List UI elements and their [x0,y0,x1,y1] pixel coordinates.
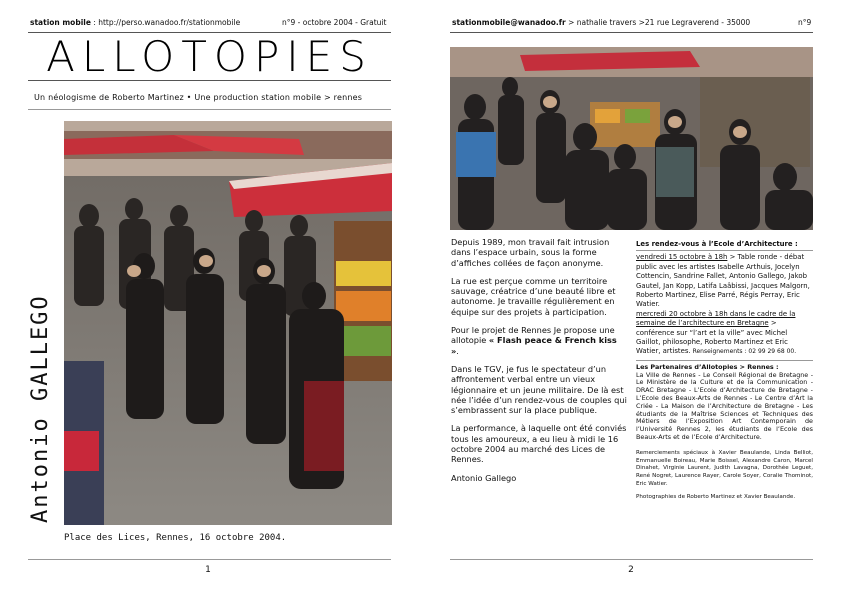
events-heading-text: Les rendez-vous à l’Ecole d’Architecture : [636,240,798,248]
event-1 [636,253,813,309]
contact-email[interactable]: stationmobile@wanadoo.fr [452,18,566,27]
photo-credits: Photographies de Roberto Martinez et Xavier Beaulande. [636,494,796,501]
partners-heading-text: Les Partenaires d’Allotopies > Rennes : [636,362,779,371]
events-rule [636,250,813,251]
page1-issue-info: n°9 - octobre 2004 - Gratuit [282,18,387,27]
article-paragraph [451,325,627,356]
photo-caption: Place des Lices, Rennes, 16 octobre 2004. [64,533,287,543]
crowd-photo [450,47,813,230]
page2-issue-number: n°9 [798,18,812,27]
masthead-rule [28,80,391,81]
article-signature: Antonio Gallego [451,472,517,483]
text-run: . [456,345,459,356]
tagline-rule [28,109,391,110]
page1-header-left [30,18,240,28]
partners-block [636,364,813,442]
thanks: Remerciements spéciaux à Xavier Beaulande, Linda Belliot, Emmanuelle Boireau, Marie Boissel, Alexandre Caron, Marcel Dinahet, Virginie Laurent, Judith Lavagna, Dorothée Leguet, René Nogret, Laurence Rayer, Carole Soyer, Coralie Thominot, Eric Watier. [636,449,813,487]
page2-header-left [452,18,750,28]
tagline: Un néologisme de Roberto Martinez • Une production station mobile > rennes [34,93,363,102]
events-column [636,240,813,508]
credits-block [636,450,813,502]
partners-list: La Ville de Rennes - Le Conseil Régional de Bretagne - Le Ministère de la Culture et de la Communication - DRAC Bretagne - L’Ecole d’Architecture de Bretagne - L’Ecole des Beaux-Arts de Rennes - Le Centre d’Art la Criée - La Maison de l’Architecture de Bretagne - Les étudiants de la Maîtrise Sciences et Techniques des Métiers de l’Exposition Art Contemporain de l’Université Rennes 2, les étudiants de l’Ecole des Beaux-Arts et de l’Ecole d’Architecture. [636,370,813,442]
artist-name: Antonio GALLEGO [28,294,53,523]
article-paragraph: La performance, à laquelle ont été conviés tous les amoureux, a eu lieu à midi le 16 octobre 2004 au marché des Lices de Rennes. [451,423,627,465]
article-column [451,237,627,491]
event-1-desc: > Table ronde - débat public avec les artistes Isabelle Arthuis, Jocelyn Cottencin, Sandrine Fallet, Antonio Gallego, Jakob Gautel, Jan Kopp, Latifa Laâbissi, Jacques Malgorn, Roberto Martinez, Elise Parré, Régis Perray, Eric Watier. [636,253,810,309]
event-2 [636,310,813,357]
phone-info: Renseignements : 02 99 29 68 00. [690,348,797,356]
partners-rule [636,360,813,361]
masthead-title: ALLOTOPIES [46,32,373,81]
event-2-desc: > conférence sur “l’art et la ville” avec Michel Gaillot, philosophe, Roberto Martinez et Eric Watier, artistes. [636,319,788,356]
site-url[interactable]: : http://perso.wanadoo.fr/stationmobile [90,18,241,27]
event-1-date: vendredi 15 octobre à 18h [636,253,728,262]
article-paragraph: Depuis 1989, mon travail fait intrusion dans l’espace urbain, sous la forme d’affiches collées de façon anonyme. [451,237,610,268]
page-number: 1 [205,565,211,575]
contact-address: > nathalie travers >21 rue Legraverend - 35000 [565,18,751,27]
station-mobile-label: station mobile [30,18,91,27]
page-number: 2 [628,565,634,575]
market-photo [64,121,392,525]
events-heading [636,240,813,249]
page2-footer-rule [450,559,813,560]
footer-rule [28,559,391,560]
article-paragraph: Dans le TGV, je fus le spectateur d’un affrontement verbal entre un vieux légionnaire et un jeune militaire. De là est née l’idée d’un rendez-vous de couples qui s’embrassent sur la place publique. [451,363,627,416]
page2-header-rule [450,32,813,33]
text-run: Pour le projet de Rennes Je propose une allotopie [451,325,615,346]
article-paragraph: La rue est perçue comme un territoire sauvage, créatrice d’une beauté libre et autonome. Je travaille régulièrement en équipe sur des projets à participation. [451,275,616,317]
event-2-date: mercredi 20 octobre à 18h dans le cadre de la semaine de l’architecture en Bretagne [636,309,796,328]
project-title: « Flash peace & French kiss » [451,335,617,356]
